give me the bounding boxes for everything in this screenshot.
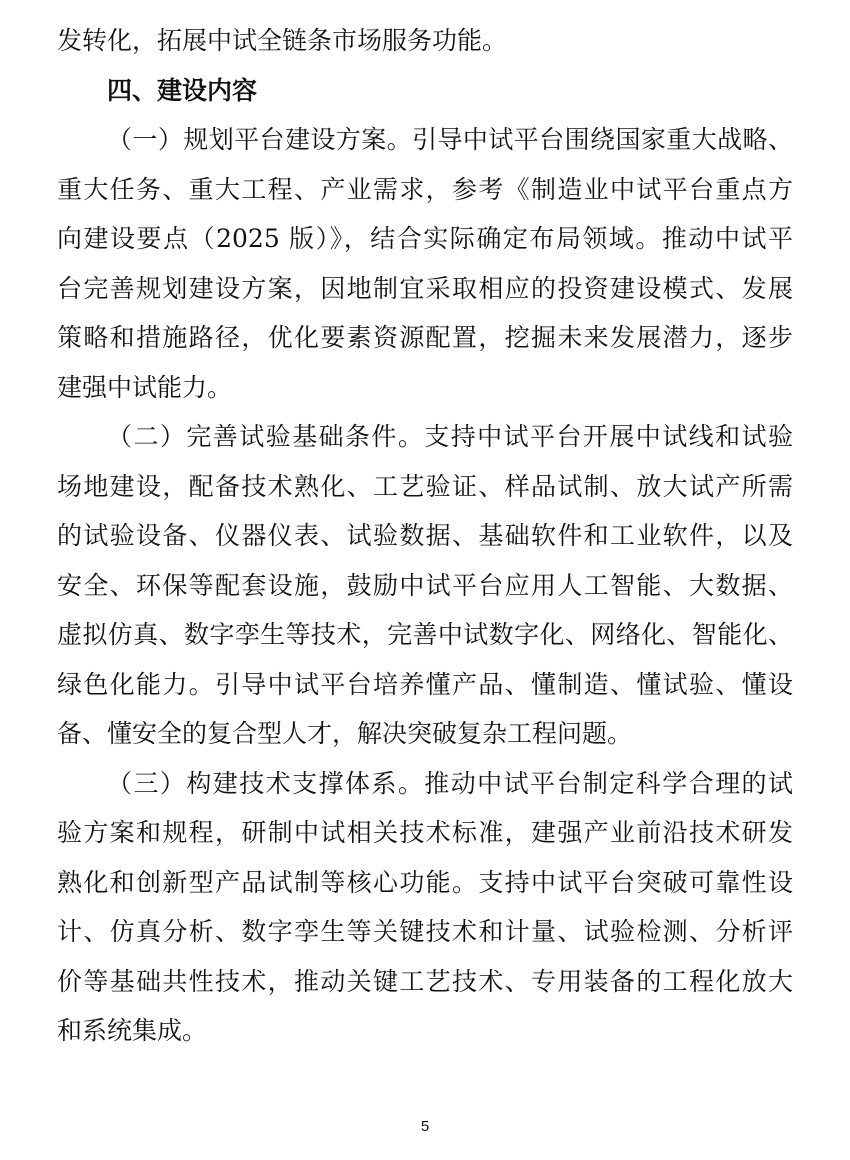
page-number: 5: [420, 1118, 430, 1135]
paragraph-line: 策略和措施路径，优化要素资源配置，挖掘未来发展潜力，逐步: [57, 323, 793, 352]
paragraph-section-2: [57, 412, 793, 759]
paragraph-line: 绿色化能力。引导中试平台培养懂产品、懂制造、懂试验、懂设: [57, 669, 793, 699]
paragraph-line: 计、仿真分析、数字孪生等关键技术和计量、试验检测、分析评: [57, 917, 793, 946]
paragraph-line: 价等基础共性技术，推动关键工艺技术、专用装备的工程化放大: [57, 966, 793, 996]
paragraph-line: （三）构建技术支撑体系。推动中试平台制定科学合理的试: [107, 768, 793, 798]
paragraph-line: 向建设要点（2025 版）》，结合实际确定布局领域。推动中试平: [57, 224, 793, 253]
paragraph-section-1: [57, 115, 793, 412]
paragraph-line: 备、懂安全的复合型人才，解决突破复杂工程问题。: [57, 719, 633, 748]
paragraph-line: 建强中试能力。: [57, 372, 233, 402]
paragraph-line: （二）完善试验基础条件。支持中试平台开展中试线和试验: [107, 422, 793, 451]
document-body: [57, 16, 793, 1056]
paragraph-line: 的试验设备、仪器仪表、试验数据、基础软件和工业软件，以及: [57, 521, 793, 550]
paragraph-line: 和系统集成。: [57, 1016, 208, 1045]
paragraph-line: 重大任务、重大工程、产业需求，参考《制造业中试平台重点方: [57, 174, 793, 204]
paragraph-section-3: [57, 759, 793, 1056]
paragraph-line: （一）规划平台建设方案。引导中试平台围绕国家重大战略、: [107, 125, 793, 154]
paragraph-line: 场地建设，配备技术熟化、工艺验证、样品试制、放大试产所需: [57, 471, 793, 501]
paragraph-line: 熟化和创新型产品试制等核心功能。支持中试平台突破可靠性设: [57, 867, 793, 897]
paragraph-continuation: 发转化，拓展中试全链条市场服务功能。: [57, 26, 508, 55]
section-heading: 四、建设内容: [107, 75, 258, 105]
paragraph-line: 虚拟仿真、数字孪生等技术，完善中试数字化、网络化、智能化、: [57, 620, 793, 649]
paragraph-line: 验方案和规程，研制中试相关技术标准，建强产业前沿技术研发: [57, 818, 793, 847]
paragraph-line: 台完善规划建设方案，因地制宜采取相应的投资建设模式、发展: [57, 273, 793, 303]
paragraph-line: 安全、环保等配套设施，鼓励中试平台应用人工智能、大数据、: [57, 570, 793, 600]
